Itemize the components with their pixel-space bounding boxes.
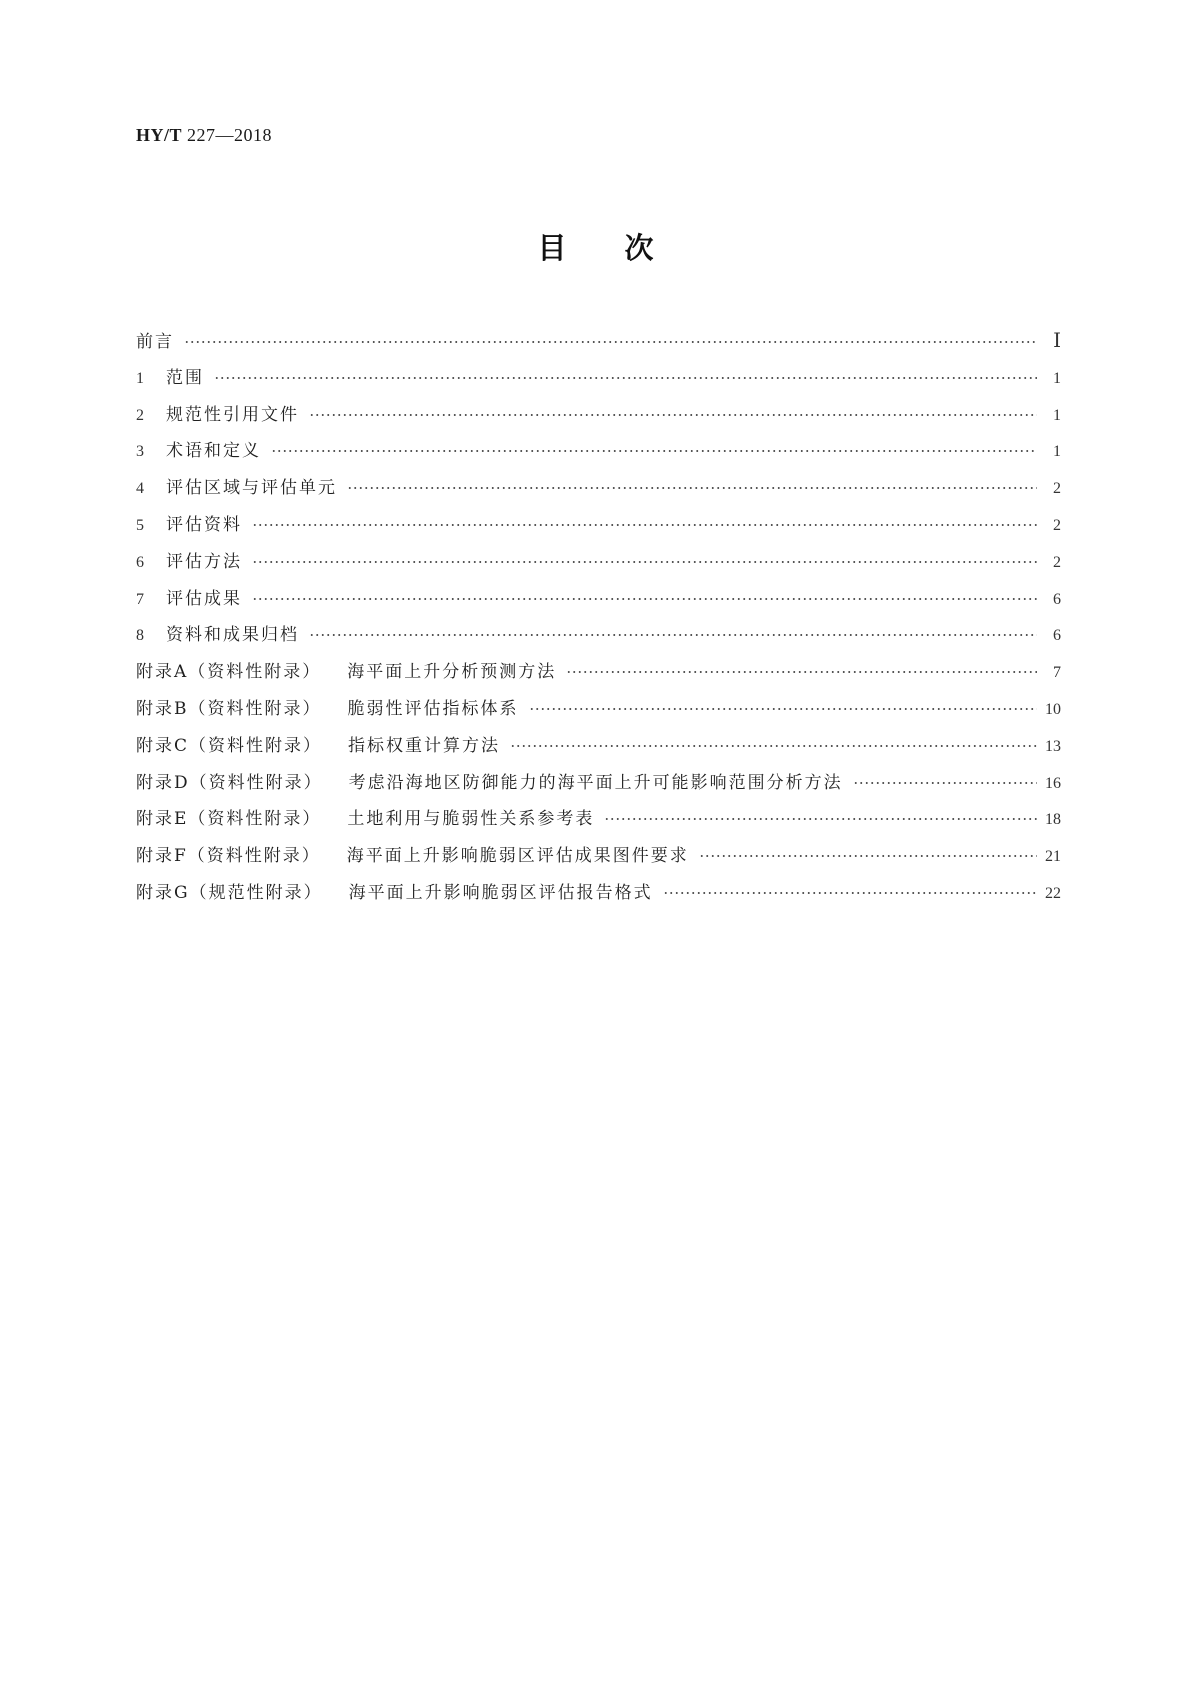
appendix-prefix: 附录E（资料性附录） (136, 809, 322, 830)
toc-entry-6[interactable] (136, 544, 1061, 581)
toc-entry-5[interactable] (136, 507, 1061, 544)
dot-leader (252, 561, 1037, 563)
toc-entry-number: 1 (136, 369, 144, 387)
appendix-prefix: 附录C（资料性附录） (136, 735, 323, 756)
toc-entry-label: 评估成果 (166, 588, 242, 609)
toc-entry-page: 1 (1053, 369, 1061, 387)
toc-entry-page: 18 (1045, 811, 1061, 829)
toc-entry-page: 13 (1045, 737, 1061, 755)
toc-entry-label: 评估资料 (166, 514, 242, 535)
toc-entry-label: 脆弱性评估指标体系 (347, 698, 519, 719)
toc-entry-label: 海平面上升影响脆弱区评估报告格式 (348, 882, 653, 903)
dot-leader (347, 487, 1037, 489)
dot-leader (529, 708, 1038, 710)
table-of-contents (136, 323, 1061, 912)
toc-entry-page: 7 (1053, 664, 1061, 682)
standard-code-prefix: HY/T (136, 125, 183, 145)
toc-entry-page: 21 (1045, 848, 1061, 866)
toc-entry-page: 1 (1053, 406, 1061, 424)
dot-leader (510, 745, 1037, 747)
toc-entry-label: 海平面上升影响脆弱区评估成果图件要求 (346, 846, 689, 867)
standard-code-number: 227—2018 (182, 125, 273, 145)
appendix-prefix: 附录A（资料性附录） (136, 662, 322, 683)
toc-entry-label: 评估区域与评估单元 (166, 478, 337, 499)
standard-code (136, 125, 272, 146)
dot-leader (699, 855, 1037, 857)
toc-entry-label: 指标权重计算方法 (348, 735, 501, 756)
page-title: 目次 (537, 231, 712, 265)
dot-leader (184, 341, 1037, 343)
toc-entry-4[interactable] (136, 470, 1061, 507)
toc-appendix-b[interactable] (136, 691, 1061, 728)
appendix-prefix: 附录F（资料性附录） (136, 846, 321, 867)
toc-entry-page: 6 (1053, 590, 1061, 608)
toc-entry-page: Ⅰ (1053, 330, 1061, 352)
toc-entry-label: 土地利用与脆弱性关系参考表 (347, 809, 595, 830)
dot-leader (663, 892, 1037, 894)
dot-leader (309, 414, 1037, 416)
appendix-prefix: 附录D（资料性附录） (136, 772, 323, 793)
dot-leader (252, 524, 1037, 526)
toc-entry-number: 3 (136, 443, 144, 461)
toc-entry-label: 海平面上升分析预测方法 (347, 662, 557, 683)
toc-entry-number: 6 (136, 553, 144, 571)
toc-entry-label: 资料和成果归档 (166, 625, 299, 646)
toc-appendix-a[interactable] (136, 654, 1061, 691)
toc-entry-number: 7 (136, 590, 144, 608)
toc-entry-label: 考虑沿海地区防御能力的海平面上升可能影响范围分析方法 (348, 772, 843, 793)
toc-entry-label: 前言 (136, 332, 174, 352)
toc-entry-number: 5 (136, 516, 144, 534)
toc-appendix-f[interactable] (136, 838, 1061, 875)
toc-entry-page: 1 (1053, 443, 1061, 461)
appendix-prefix: 附录B（资料性附录） (136, 698, 322, 719)
toc-appendix-e[interactable] (136, 801, 1061, 838)
toc-entry-2[interactable] (136, 397, 1061, 434)
toc-entry-number: 4 (136, 480, 144, 498)
dot-leader (214, 377, 1037, 379)
toc-appendix-c[interactable] (136, 728, 1061, 765)
toc-entry-label: 规范性引用文件 (166, 404, 299, 425)
toc-entry-page: 2 (1053, 516, 1061, 534)
toc-entry-label: 术语和定义 (166, 441, 261, 462)
toc-entry-8[interactable] (136, 617, 1061, 654)
dot-leader (271, 450, 1037, 452)
toc-entry-page: 2 (1053, 553, 1061, 571)
toc-appendix-g[interactable] (136, 875, 1061, 912)
dot-leader (252, 598, 1037, 600)
toc-entry-page: 16 (1045, 774, 1061, 792)
appendix-prefix: 附录G（规范性附录） (136, 882, 323, 903)
toc-entry-number: 2 (136, 406, 144, 424)
toc-entry-3[interactable] (136, 433, 1061, 470)
toc-entry-7[interactable] (136, 581, 1061, 618)
dot-leader (604, 818, 1037, 820)
dot-leader (309, 634, 1037, 636)
dot-leader (566, 671, 1037, 673)
dot-leader (853, 782, 1037, 784)
toc-entry-label: 范围 (166, 367, 204, 388)
toc-appendix-d[interactable] (136, 765, 1061, 802)
toc-entry-1[interactable] (136, 360, 1061, 397)
toc-entry-foreword[interactable] (136, 323, 1061, 360)
toc-entry-number: 8 (136, 627, 144, 645)
toc-entry-page: 10 (1045, 700, 1061, 718)
toc-entry-label: 评估方法 (166, 551, 242, 572)
toc-entry-page: 22 (1045, 884, 1061, 902)
toc-entry-page: 2 (1053, 480, 1061, 498)
toc-entry-page: 6 (1053, 627, 1061, 645)
